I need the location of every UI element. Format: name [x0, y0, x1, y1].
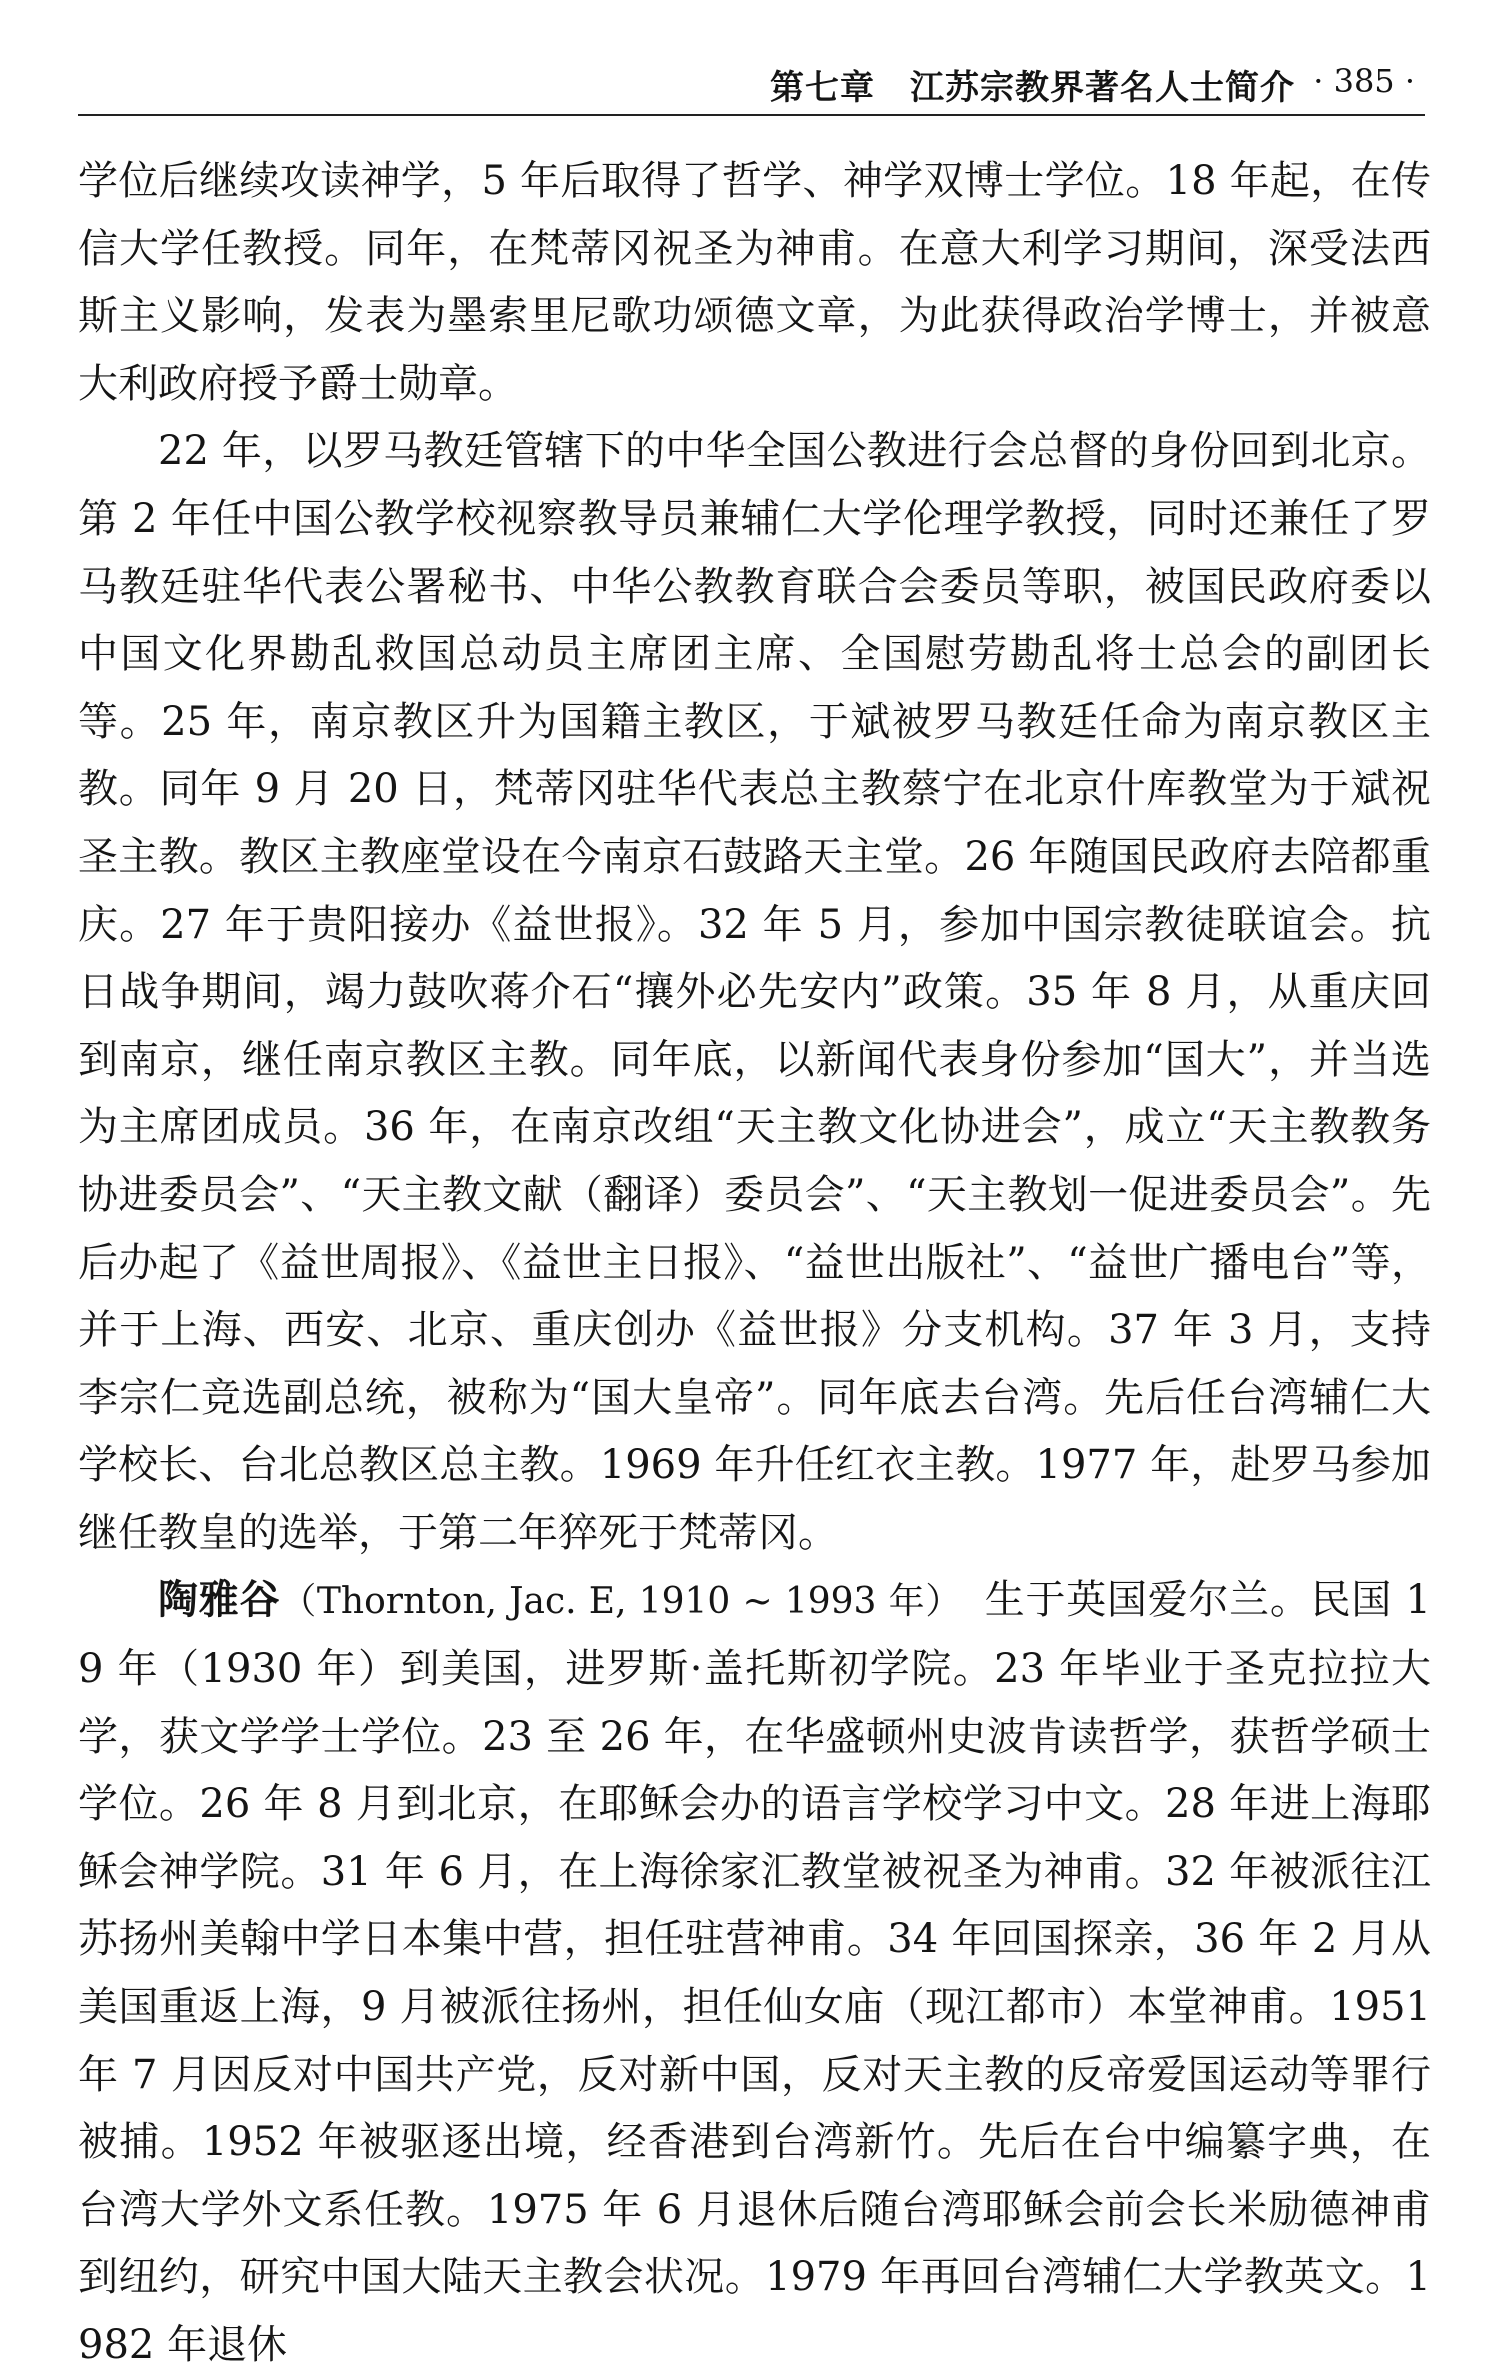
paragraph-continued: 学位后继续攻读神学，5 年后取得了哲学、神学双博士学位。18 年起，在传信大学任教授。同年，在梵蒂冈祝圣为神甫。在意大利学习期间，深受法西斯主义影响，发表为墨索里尼歌功颂德文章，为此获得政治学博士，并被意大利政府授予爵士勋章。 [78, 158, 1431, 407]
chapter-title: 第七章 江苏宗教界著名人士简介 [770, 68, 1295, 108]
paragraph: 22 年，以罗马教廷管辖下的中华全国公教进行会总督的身份回到北京。第 2 年任中国公教学校视察教导员兼辅仁大学伦理学教授，同时还兼任了罗马教廷驻华代表公署秘书、中华公教教育联合会委员等职，被国民政府委以中国文化界勘乱救国总动员主席团主席、全国慰劳勘乱将士总会的副团长等。25 年，南京教区升为国籍主教区，于斌被罗马教廷任命为南京教区主教。同年 9 月 20 日，梵蒂冈驻华代表总主教蔡宁在北京什库教堂为于斌祝圣主教。教区主教座堂设在今南京石鼓路天主堂。26 年随国民政府去陪都重庆。27 年于贵阳接办《益世报》。32 年 5 月，参加中国宗教徒联谊会。抗日战争期间，竭力鼓吹蒋介石“攘外必先安内”政策。35 年 8 月，从重庆回到南京，继任南京教区主教。同年底，以新闻代表身份参加“国大”，并当选为主席团成员。36 年，在南京改组“天主教文化协进会”，成立“天主教教务协进委员会”、“天主教文献（翻译）委员会”、“天主教划一促进委员会”。先后办起了《益世周报》、《益世主日报》、“益世出版社”、“益世广播电台”等，并于上海、西安、北京、重庆创办《益世报》分支机构。37 年 3 月，支持李宗仁竞选副总统，被称为“国大皇帝”。同年底去台湾。先后任台湾辅仁大学校长、台北总教区总主教。1969 年升任红衣主教。1977 年，赴罗马参加继任教皇的选举，于第二年猝死于梵蒂冈。 [78, 428, 1431, 1556]
running-header [78, 58, 1425, 116]
biography-entry [78, 1567, 1431, 2379]
page-number: · 385 · [1313, 62, 1415, 100]
entry-name: 陶雅谷 [158, 1577, 281, 1624]
entry-dates: （Thornton, Jac. E, 1910 ~ 1993 年） [280, 1581, 945, 1623]
entry-text: 生于英国爱尔兰。民国 19 年（1930 年）到美国，进罗斯·盖托斯初学院。23 年毕业于圣克拉拉大学，获文学学士学位。23 至 26 年，在华盛顿州史波肯读哲学，获哲学硕士学位。26 年 8 月到北京，在耶稣会办的语言学校学习中文。28 年进上海耶稣会神学院。31 年 6 月，在上海徐家汇教堂被祝圣为神甫。32 年被派往江苏扬州美翰中学日本集中营，担任驻营神甫。34 年回国探亲，36 年 2 月从美国重返上海，9 月被派往扬州，担任仙女庙（现江都市）本堂神甫。1951 年 7 月因反对中国共产党，反对新中国，反对天主教的反帝爱国运动等罪行被捕。1952 年被驱逐出境，经香港到台湾新竹。先后在台中编纂字典，在台湾大学外文系任教。1975 年 6 月退休后随台湾耶稣会前会长米励德神甫到纽约，研究中国大陆天主教会状况。1979 年再回台湾辅仁大学教英文。1982 年退休 [78, 1577, 1431, 2368]
page-body [78, 148, 1431, 2380]
